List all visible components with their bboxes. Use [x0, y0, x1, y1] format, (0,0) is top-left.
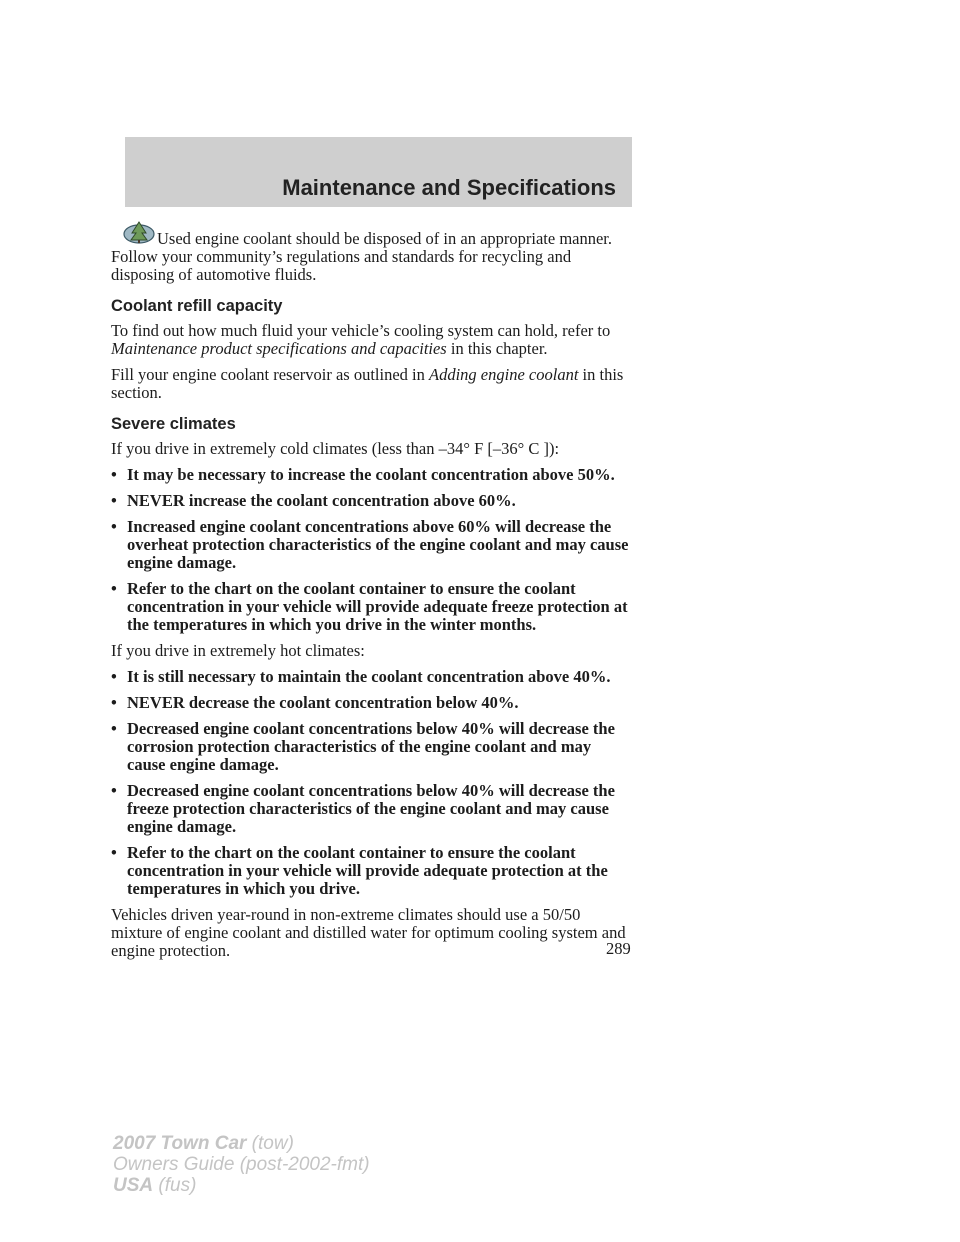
cold-climate-intro: If you drive in extremely cold climates (less than –34° F [–36° C ]): — [111, 439, 560, 458]
list-item: • Increased engine coolant concentrations above 60% will decrease the overheat protection characteristics of the engine coolant and may cause engine damage. — [111, 517, 629, 572]
document-footer — [113, 1133, 370, 1196]
fill-text-start: Fill your engine coolant reservoir as outlined in — [111, 365, 430, 384]
list-item: • It is still necessary to maintain the coolant concentration above 40%. — [111, 667, 611, 686]
specifications-reference: Maintenance product specifications and capacities — [111, 339, 447, 358]
page-number: 289 — [606, 939, 631, 958]
list-item: • NEVER decrease the coolant concentration below 40%. — [111, 693, 519, 712]
fill-text-end: in this section. — [111, 365, 624, 402]
list-item: • Decreased engine coolant concentrations below 40% will decrease the freeze protection characteristics of the engine coolant and may cause engine damage. — [111, 781, 615, 836]
refill-text-end: in this chapter. — [446, 339, 548, 358]
severe-climates-heading: Severe climates — [111, 415, 236, 433]
disposal-paragraph: Used engine coolant should be disposed of in an appropriate manner. Follow your community’s regulations and standards for recycling and disposing of automotive fluids. — [111, 229, 613, 284]
bullet: • — [111, 491, 117, 510]
fill-reservoir-paragraph — [111, 366, 633, 402]
cold-climate-list — [111, 466, 633, 634]
list-item: • It may be necessary to increase the coolant concentration above 50%. — [111, 465, 615, 484]
bullet: • — [111, 843, 117, 862]
bullet: • — [111, 517, 117, 536]
refill-text-start: To find out how much fluid your vehicle’s cooling system can hold, refer to — [111, 321, 611, 340]
bullet: • — [111, 781, 117, 800]
list-item: • Refer to the chart on the coolant container to ensure the coolant concentration in your vehicle will provide adequate freeze protection at the temperatures in which you drive in the winter months. — [111, 579, 628, 634]
page-content — [111, 230, 633, 968]
hot-climate-intro: If you drive in extremely hot climates: — [111, 641, 365, 660]
list-item: • NEVER increase the coolant concentration above 60%. — [111, 491, 516, 510]
bullet: • — [111, 465, 117, 484]
adding-coolant-reference: Adding engine coolant — [429, 365, 579, 384]
non-extreme-climate-paragraph: Vehicles driven year-round in non-extreme climates should use a 50/50 mixture of engine coolant and distilled water for optimum cooling system and engine protection. — [111, 905, 626, 960]
bullet: • — [111, 719, 117, 738]
chapter-header-band — [125, 137, 632, 207]
bullet: • — [111, 667, 117, 686]
bullet: • — [111, 579, 117, 598]
footer-line-market: USA (fus) — [113, 1175, 197, 1196]
list-item: • Decreased engine coolant concentrations below 40% will decrease the corrosion protection characteristics of the engine coolant and may cause engine damage. — [111, 719, 615, 774]
refill-capacity-paragraph — [111, 322, 633, 358]
footer-line-guide: Owners Guide (post-2002-fmt) — [113, 1154, 370, 1175]
footer-line-model: 2007 Town Car (tow) — [113, 1133, 294, 1154]
bullet: • — [111, 693, 117, 712]
refill-capacity-heading: Coolant refill capacity — [111, 297, 283, 315]
list-item: • Refer to the chart on the coolant container to ensure the coolant concentration in your vehicle will provide adequate protection at the temperatures in which you drive. — [111, 843, 608, 898]
chapter-title: Maintenance and Specifications — [282, 175, 616, 200]
hot-climate-list — [111, 668, 633, 898]
